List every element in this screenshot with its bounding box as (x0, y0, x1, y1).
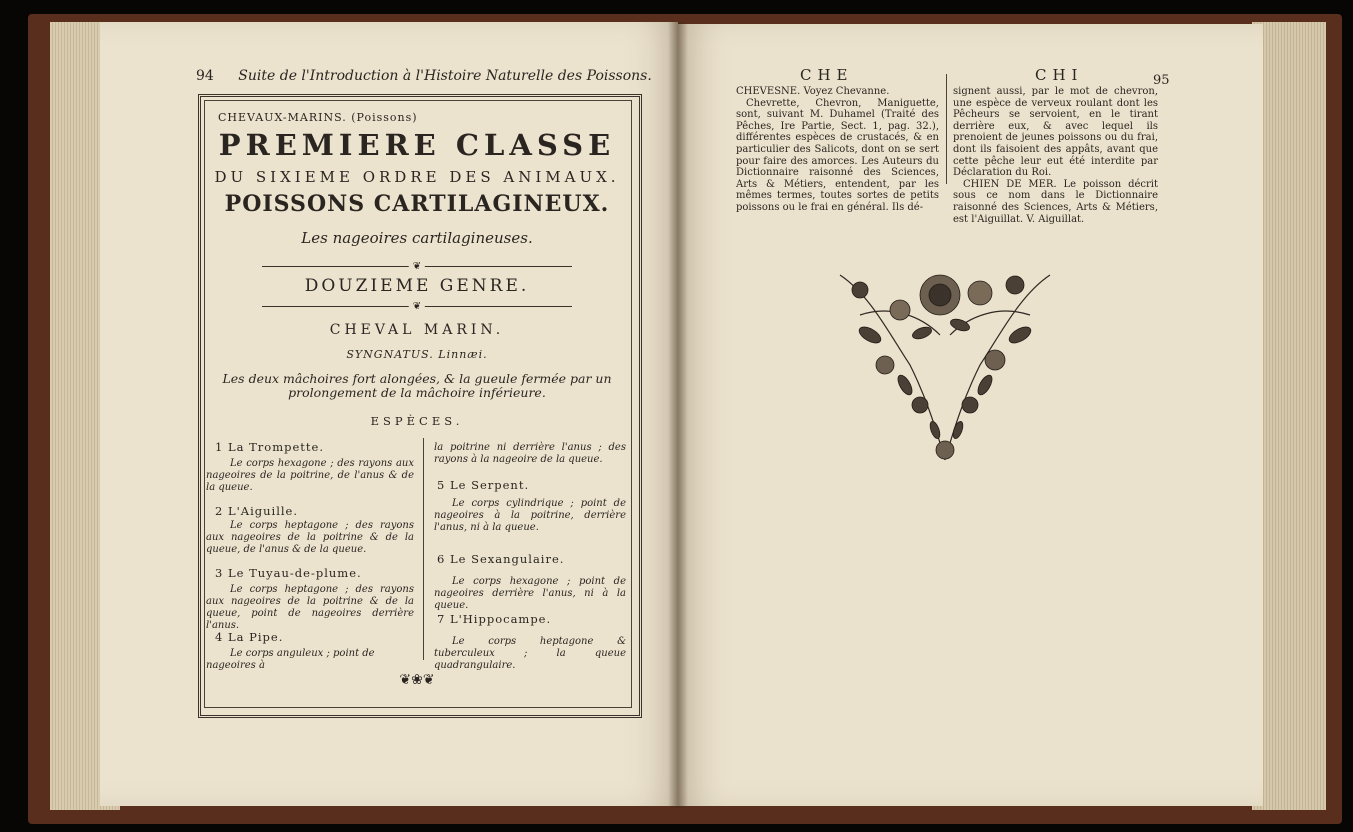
species-4-name: 4 La Pipe. (215, 630, 284, 644)
species-6-name: 6 Le Sexangulaire. (437, 552, 565, 566)
genre-title: DOUZIEME GENRE. (304, 276, 530, 296)
group-subtitle: Les nageoires cartilagineuses. (301, 229, 533, 247)
class-title: PREMIERE CLASSE (218, 128, 616, 162)
book-gutter (668, 22, 688, 808)
column-divider (423, 438, 424, 660)
species-3-text: Le corps heptagone ; des rayons aux nageoires de la poitrine & de la queue, point de nageoires derrière l'anus. (206, 584, 414, 631)
species-heading: ESPÈCES. (370, 414, 464, 428)
right-column-divider (946, 74, 947, 184)
genus-latin: SYNGNATUS. Linnæi. (346, 348, 488, 361)
page-edges-right (1252, 22, 1326, 810)
floral-vignette-illustration (830, 255, 1060, 470)
entry-chien-de-mer: CHIEN DE MER. Le poisson décrit sous ce nom dans le Dictionnaire raisonné des Sciences, Arts & Métiers, est l'Aiguillat. V. Aiguillat. (953, 178, 1158, 225)
section-label: CHEVAUX-MARINS. (Poissons) (218, 111, 418, 124)
page-number-left: 94 (196, 68, 214, 84)
right-column-1 (736, 86, 939, 214)
species-6-text: Le corps hexagone ; point de nageoires derrière l'anus, ni à la queue. (434, 576, 626, 611)
page-number-right: 95 (1153, 73, 1170, 88)
entry-chevrette: Chevrette, Chevron, Maniguette, sont, suivant M. Duhamel (Traité des Pêches, Ire Partie, Sect. 1, pag. 32.), différentes espèces de crustacés, & en particulier des Salicots, dont on se sert pour faire des amorces. Les Auteurs du Dictionnaire raisonné des Sciences, Arts & Métiers, entendent, par les mêmes termes, toutes sortes de petits poissons ou le frai en général. Ils dé- (736, 97, 939, 213)
entry-chevron-cont: signent aussi, par le mot de chevron, une espèce de verveux roulant dont les Pêcheurs se servoient, en le tirant derrière eux, & avec lequel ils prenoient de jeunes poissons ou du frai, dont ils faisoient des appâts, avant que cette pêche leur eut été interdite par Déclaration du Roi. (953, 86, 1158, 179)
ornament-rule-bottom: ❦ (262, 306, 572, 307)
species-7-text: Le corps heptagone & tuberculeux ; la queue quadrangulaire. (434, 636, 626, 671)
species-2-text: Le corps heptagone ; des rayons aux nageoires de la poitrine & de la queue, de l'anus & de la queue. (206, 520, 414, 555)
ornament-rule-top: ❦ (262, 266, 572, 267)
species-2-name: 2 L'Aiguille. (215, 504, 299, 518)
running-head-chi: CHI (1035, 66, 1084, 84)
species-3-name: 3 Le Tuyau-de-plume. (215, 566, 362, 580)
running-head-che: CHE (800, 66, 854, 84)
running-head-text: Suite de l'Introduction à l'Histoire Naturelle des Poissons. (238, 68, 652, 84)
fleuron-ornament: ❦❀❦ (399, 672, 435, 688)
species-1-name: 1 La Trompette. (215, 440, 324, 454)
order-title: DU SIXIEME ORDRE DES ANIMAUX. (214, 168, 620, 186)
group-title: POISSONS CARTILAGINEUX. (224, 191, 610, 217)
genus-name: CHEVAL MARIN. (329, 322, 505, 338)
species-4-text: Le corps anguleux ; point de nageoires à (206, 648, 375, 671)
running-head-left (196, 68, 652, 84)
right-column-2 (953, 86, 1158, 225)
species-1-text: Le corps hexagone ; des rayons aux nageoires de la poitrine, de l'anus & de la queue. (206, 458, 414, 493)
entry-chevesne: CHEVESNE. Voyez Chevanne. (736, 86, 890, 97)
species-5-text: Le corps cylindrique ; point de nageoires à la poitrine, derrière l'anus, ni à la queue. (434, 498, 626, 533)
species-7-name: 7 L'Hippocampe. (437, 612, 552, 626)
species-5-name: 5 Le Serpent. (437, 478, 530, 492)
species-4-text-cont: la poitrine ni derrière l'anus ; des rayons à la nageoire de la queue. (434, 442, 626, 465)
genus-description: Les deux mâchoires fort alongées, & la gueule fermée par un prolongement de la mâchoire inférieure. (222, 371, 612, 400)
